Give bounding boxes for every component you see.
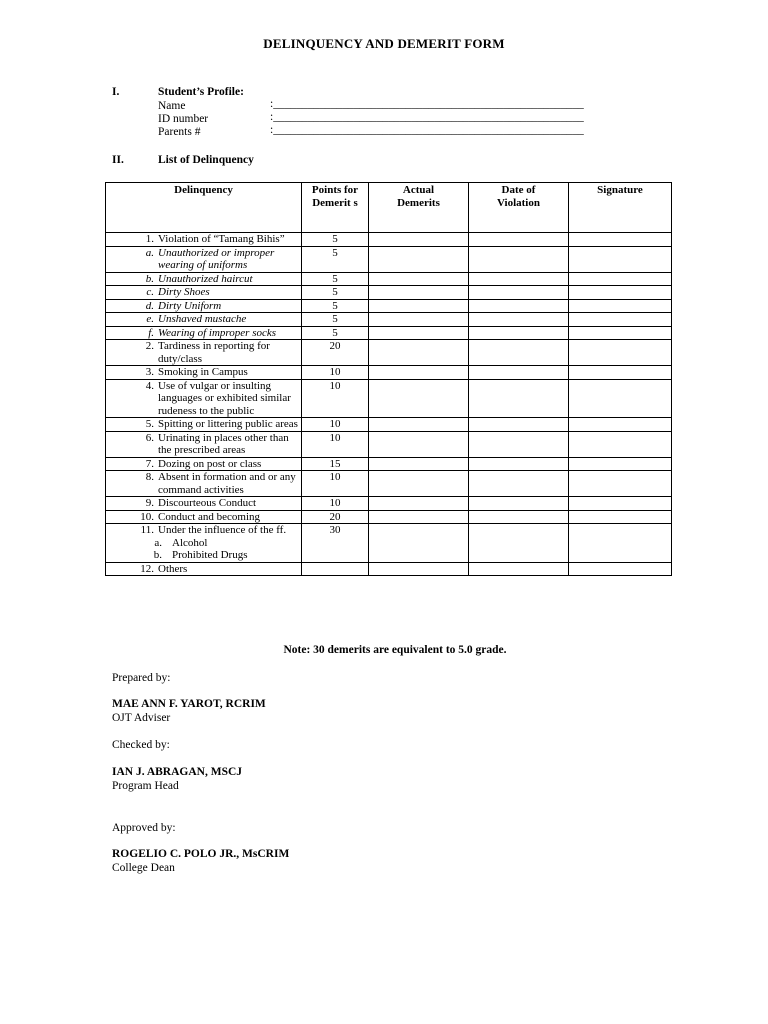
actual-demerits-cell[interactable]: [369, 524, 469, 563]
delinquency-item: [106, 418, 301, 431]
item-text: Under the influence of the ff.: [158, 524, 287, 536]
points-cell: 10: [302, 379, 369, 418]
prepared-by-label: Prepared by:: [112, 672, 171, 684]
actual-demerits-cell[interactable]: [369, 562, 469, 576]
delinquency-cell: [106, 299, 302, 313]
section-1-number: I.: [112, 86, 120, 98]
table-row: [106, 286, 672, 300]
delinquency-item: [106, 300, 301, 313]
item-text: Spitting or littering public areas: [158, 418, 298, 430]
date-of-violation-cell[interactable]: [469, 313, 569, 327]
delinquency-item: [106, 313, 301, 326]
item-text: Wearing of improper socks: [158, 326, 277, 339]
parents-number-field[interactable]: :______________________________________________________: [270, 124, 584, 136]
approved-by-role: College Dean: [112, 862, 175, 874]
item-text: Tardiness in reporting for duty/class: [158, 340, 270, 365]
date-of-violation-cell[interactable]: [469, 366, 569, 380]
signature-cell[interactable]: [569, 510, 672, 524]
date-of-violation-cell[interactable]: [469, 524, 569, 563]
date-of-violation-cell[interactable]: [469, 233, 569, 247]
item-number: c.: [146, 286, 154, 298]
actual-demerits-cell[interactable]: [369, 418, 469, 432]
points-cell: 20: [302, 340, 369, 366]
delinquency-item: [106, 432, 301, 457]
actual-demerits-cell[interactable]: [369, 497, 469, 511]
item-text: Unauthorized or improper wearing of uniforms: [158, 246, 275, 271]
table-row: [106, 497, 672, 511]
actual-demerits-cell[interactable]: [369, 471, 469, 497]
signature-cell[interactable]: [569, 524, 672, 563]
header-points: [302, 183, 369, 233]
delinquency-item: [106, 366, 301, 379]
signature-cell[interactable]: [569, 379, 672, 418]
table-body: [106, 233, 672, 576]
sub-item-text: Prohibited Drugs: [172, 549, 248, 561]
item-number: 7.: [145, 457, 154, 470]
delinquency-cell: [106, 431, 302, 457]
signature-cell[interactable]: [569, 272, 672, 286]
item-number: 9.: [145, 497, 154, 509]
section-2-number: II.: [112, 154, 124, 166]
signature-cell[interactable]: [569, 313, 672, 327]
actual-demerits-cell[interactable]: [369, 286, 469, 300]
header-actual-text: Actual Demerits: [397, 184, 440, 209]
item-text: Conduct and becoming: [158, 510, 261, 523]
header-date-of-violation: [469, 183, 569, 233]
item-number: 2.: [145, 340, 154, 352]
prepared-by-role: OJT Adviser: [112, 712, 171, 724]
table-row: [106, 313, 672, 327]
delinquency-cell: [106, 272, 302, 286]
points-cell: 5: [302, 246, 369, 272]
table-row: [106, 233, 672, 247]
delinquency-cell: [106, 562, 302, 576]
actual-demerits-cell[interactable]: [369, 457, 469, 471]
signature-cell[interactable]: [569, 471, 672, 497]
delinquency-cell: [106, 524, 302, 563]
item-text: Violation of “Tamang Bihis”: [158, 233, 285, 245]
approved-by-name: ROGELIO C. POLO JR., MsCRIM: [112, 848, 290, 860]
date-of-violation-cell[interactable]: [469, 562, 569, 576]
id-number-field[interactable]: :______________________________________________________: [270, 111, 584, 123]
table-row: [106, 524, 672, 563]
date-of-violation-cell[interactable]: [469, 418, 569, 432]
delinquency-item: [106, 247, 301, 272]
date-of-violation-cell[interactable]: [469, 431, 569, 457]
delinquency-item: [106, 511, 301, 524]
table-row: [106, 457, 672, 471]
date-of-violation-cell[interactable]: [469, 286, 569, 300]
table-row: [106, 340, 672, 366]
id-number-label: ID number: [158, 113, 209, 125]
signature-cell[interactable]: [569, 340, 672, 366]
section-2-title: List of Delinquency: [158, 154, 254, 166]
actual-demerits-cell[interactable]: [369, 431, 469, 457]
delinquency-cell: [106, 340, 302, 366]
item-number: f.: [148, 326, 154, 339]
date-of-violation-cell[interactable]: [469, 340, 569, 366]
item-number: 3.: [145, 366, 154, 378]
item-number: b.: [145, 272, 154, 285]
points-cell: 5: [302, 233, 369, 247]
points-cell: 10: [302, 418, 369, 432]
table-row: [106, 510, 672, 524]
checked-by-label: Checked by:: [112, 739, 170, 751]
sub-item: [106, 549, 301, 562]
delinquency-cell: [106, 286, 302, 300]
signature-cell[interactable]: [569, 233, 672, 247]
approved-by-label: Approved by:: [112, 822, 176, 834]
delinquency-cell: [106, 326, 302, 340]
actual-demerits-cell[interactable]: [369, 510, 469, 524]
points-cell: 5: [302, 313, 369, 327]
table-row: [106, 246, 672, 272]
table-row: [106, 418, 672, 432]
note: Note: 30 demerits are equivalent to 5.0 grade.: [283, 644, 507, 656]
points-cell: 30: [302, 524, 369, 563]
table-row: [106, 272, 672, 286]
delinquency-cell: [106, 313, 302, 327]
item-text: Others: [158, 562, 188, 575]
header-delinquency: Delinquency: [106, 183, 302, 233]
signature-cell[interactable]: [569, 326, 672, 340]
delinquency-cell: [106, 418, 302, 432]
item-text: Absent in formation and or any command activities: [158, 471, 296, 496]
checked-by-role: Program Head: [112, 780, 179, 792]
signature-cell[interactable]: [569, 286, 672, 300]
item-number: 4.: [145, 379, 154, 392]
actual-demerits-cell[interactable]: [369, 272, 469, 286]
signature-cell[interactable]: [569, 418, 672, 432]
table-row: [106, 379, 672, 418]
delinquency-item: [106, 286, 301, 299]
table-row: [106, 326, 672, 340]
item-text: Unauthorized haircut: [158, 272, 253, 285]
item-number: 5.: [145, 418, 154, 430]
header-actual-demerits: [369, 183, 469, 233]
signature-cell[interactable]: [569, 246, 672, 272]
date-of-violation-cell[interactable]: [469, 497, 569, 511]
delinquency-item: [106, 458, 301, 471]
delinquency-item: [106, 233, 301, 246]
delinquency-item: [106, 471, 301, 496]
delinquency-cell: [106, 510, 302, 524]
header-signature: Signature: [569, 183, 672, 233]
item-number: a.: [145, 246, 154, 259]
points-cell: 10: [302, 366, 369, 380]
table-row: [106, 562, 672, 576]
date-of-violation-cell[interactable]: [469, 326, 569, 340]
signature-cell[interactable]: [569, 497, 672, 511]
header-date-text: Date of Violation: [497, 184, 540, 209]
name-label: Name: [158, 100, 186, 112]
delinquency-cell: [106, 366, 302, 380]
date-of-violation-cell[interactable]: [469, 379, 569, 418]
date-of-violation-cell[interactable]: [469, 510, 569, 524]
signature-cell[interactable]: [569, 299, 672, 313]
actual-demerits-cell[interactable]: [369, 233, 469, 247]
item-number: d.: [145, 299, 154, 312]
points-cell: 20: [302, 510, 369, 524]
date-of-violation-cell[interactable]: [469, 457, 569, 471]
delinquency-item: [106, 497, 301, 510]
delinquency-table: [105, 182, 672, 576]
date-of-violation-cell[interactable]: [469, 471, 569, 497]
item-text: Discourteous Conduct: [158, 497, 257, 509]
actual-demerits-cell[interactable]: [369, 299, 469, 313]
item-text: Dirty Shoes: [158, 286, 210, 298]
delinquency-cell: [106, 457, 302, 471]
prepared-by-name: MAE ANN F. YAROT, RCRIM: [112, 698, 266, 710]
item-number: 10.: [140, 510, 154, 523]
item-number: 8.: [145, 471, 154, 483]
signature-cell[interactable]: [569, 457, 672, 471]
actual-demerits-cell[interactable]: [369, 379, 469, 418]
parents-number-label: Parents #: [158, 126, 201, 138]
form-title: DELINQUENCY AND DEMERIT FORM: [263, 36, 505, 51]
sub-item: [106, 537, 301, 550]
item-text: Smoking in Campus: [158, 366, 248, 378]
delinquency-cell: [106, 471, 302, 497]
sub-item-number: a.: [154, 536, 162, 549]
actual-demerits-cell[interactable]: [369, 366, 469, 380]
item-number: e.: [146, 313, 154, 325]
checked-by-name: IAN J. ABRAGAN, MSCJ: [112, 766, 243, 778]
item-number: 1.: [145, 233, 154, 245]
date-of-violation-cell[interactable]: [469, 246, 569, 272]
points-cell: 5: [302, 299, 369, 313]
points-cell: 10: [302, 431, 369, 457]
actual-demerits-cell[interactable]: [369, 340, 469, 366]
item-text: Dirty Uniform: [158, 299, 222, 312]
section-1-title: Student’s Profile:: [158, 86, 244, 98]
points-cell: 15: [302, 457, 369, 471]
delinquency-item: [106, 563, 301, 576]
item-number: 6.: [145, 431, 154, 444]
actual-demerits-cell[interactable]: [369, 313, 469, 327]
date-of-violation-cell[interactable]: [469, 272, 569, 286]
points-cell: 10: [302, 471, 369, 497]
item-number: 12.: [140, 562, 154, 575]
signature-cell[interactable]: [569, 431, 672, 457]
points-cell: 5: [302, 286, 369, 300]
header-points-text: Points for Demerit s: [311, 184, 359, 209]
item-number: 11.: [140, 524, 154, 536]
actual-demerits-cell[interactable]: [369, 326, 469, 340]
delinquency-cell: [106, 497, 302, 511]
delinquency-cell: [106, 246, 302, 272]
table-row: [106, 366, 672, 380]
delinquency-item: [106, 327, 301, 340]
delinquency-item: [106, 273, 301, 286]
table-row: [106, 471, 672, 497]
table-row: [106, 299, 672, 313]
date-of-violation-cell[interactable]: [469, 299, 569, 313]
signature-cell[interactable]: [569, 562, 672, 576]
table-row: [106, 431, 672, 457]
points-cell: 5: [302, 326, 369, 340]
delinquency-cell: [106, 379, 302, 418]
delinquency-item: [106, 380, 301, 418]
item-text: Urinating in places other than the prescribed areas: [158, 431, 289, 456]
points-cell: 10: [302, 497, 369, 511]
sub-item-text: Alcohol: [172, 536, 208, 549]
delinquency-item: [106, 340, 301, 365]
actual-demerits-cell[interactable]: [369, 246, 469, 272]
points-cell: [302, 562, 369, 576]
item-text: Unshaved mustache: [158, 313, 247, 325]
item-text: Use of vulgar or insulting languages or exhibited similar rudeness to the public: [158, 379, 291, 417]
delinquency-item: [106, 524, 301, 537]
delinquency-cell: [106, 233, 302, 247]
signature-cell[interactable]: [569, 366, 672, 380]
sub-item-number: b.: [153, 549, 162, 561]
name-field[interactable]: :______________________________________________________: [270, 98, 584, 110]
item-text: Dozing on post or class: [158, 457, 262, 470]
points-cell: 5: [302, 272, 369, 286]
